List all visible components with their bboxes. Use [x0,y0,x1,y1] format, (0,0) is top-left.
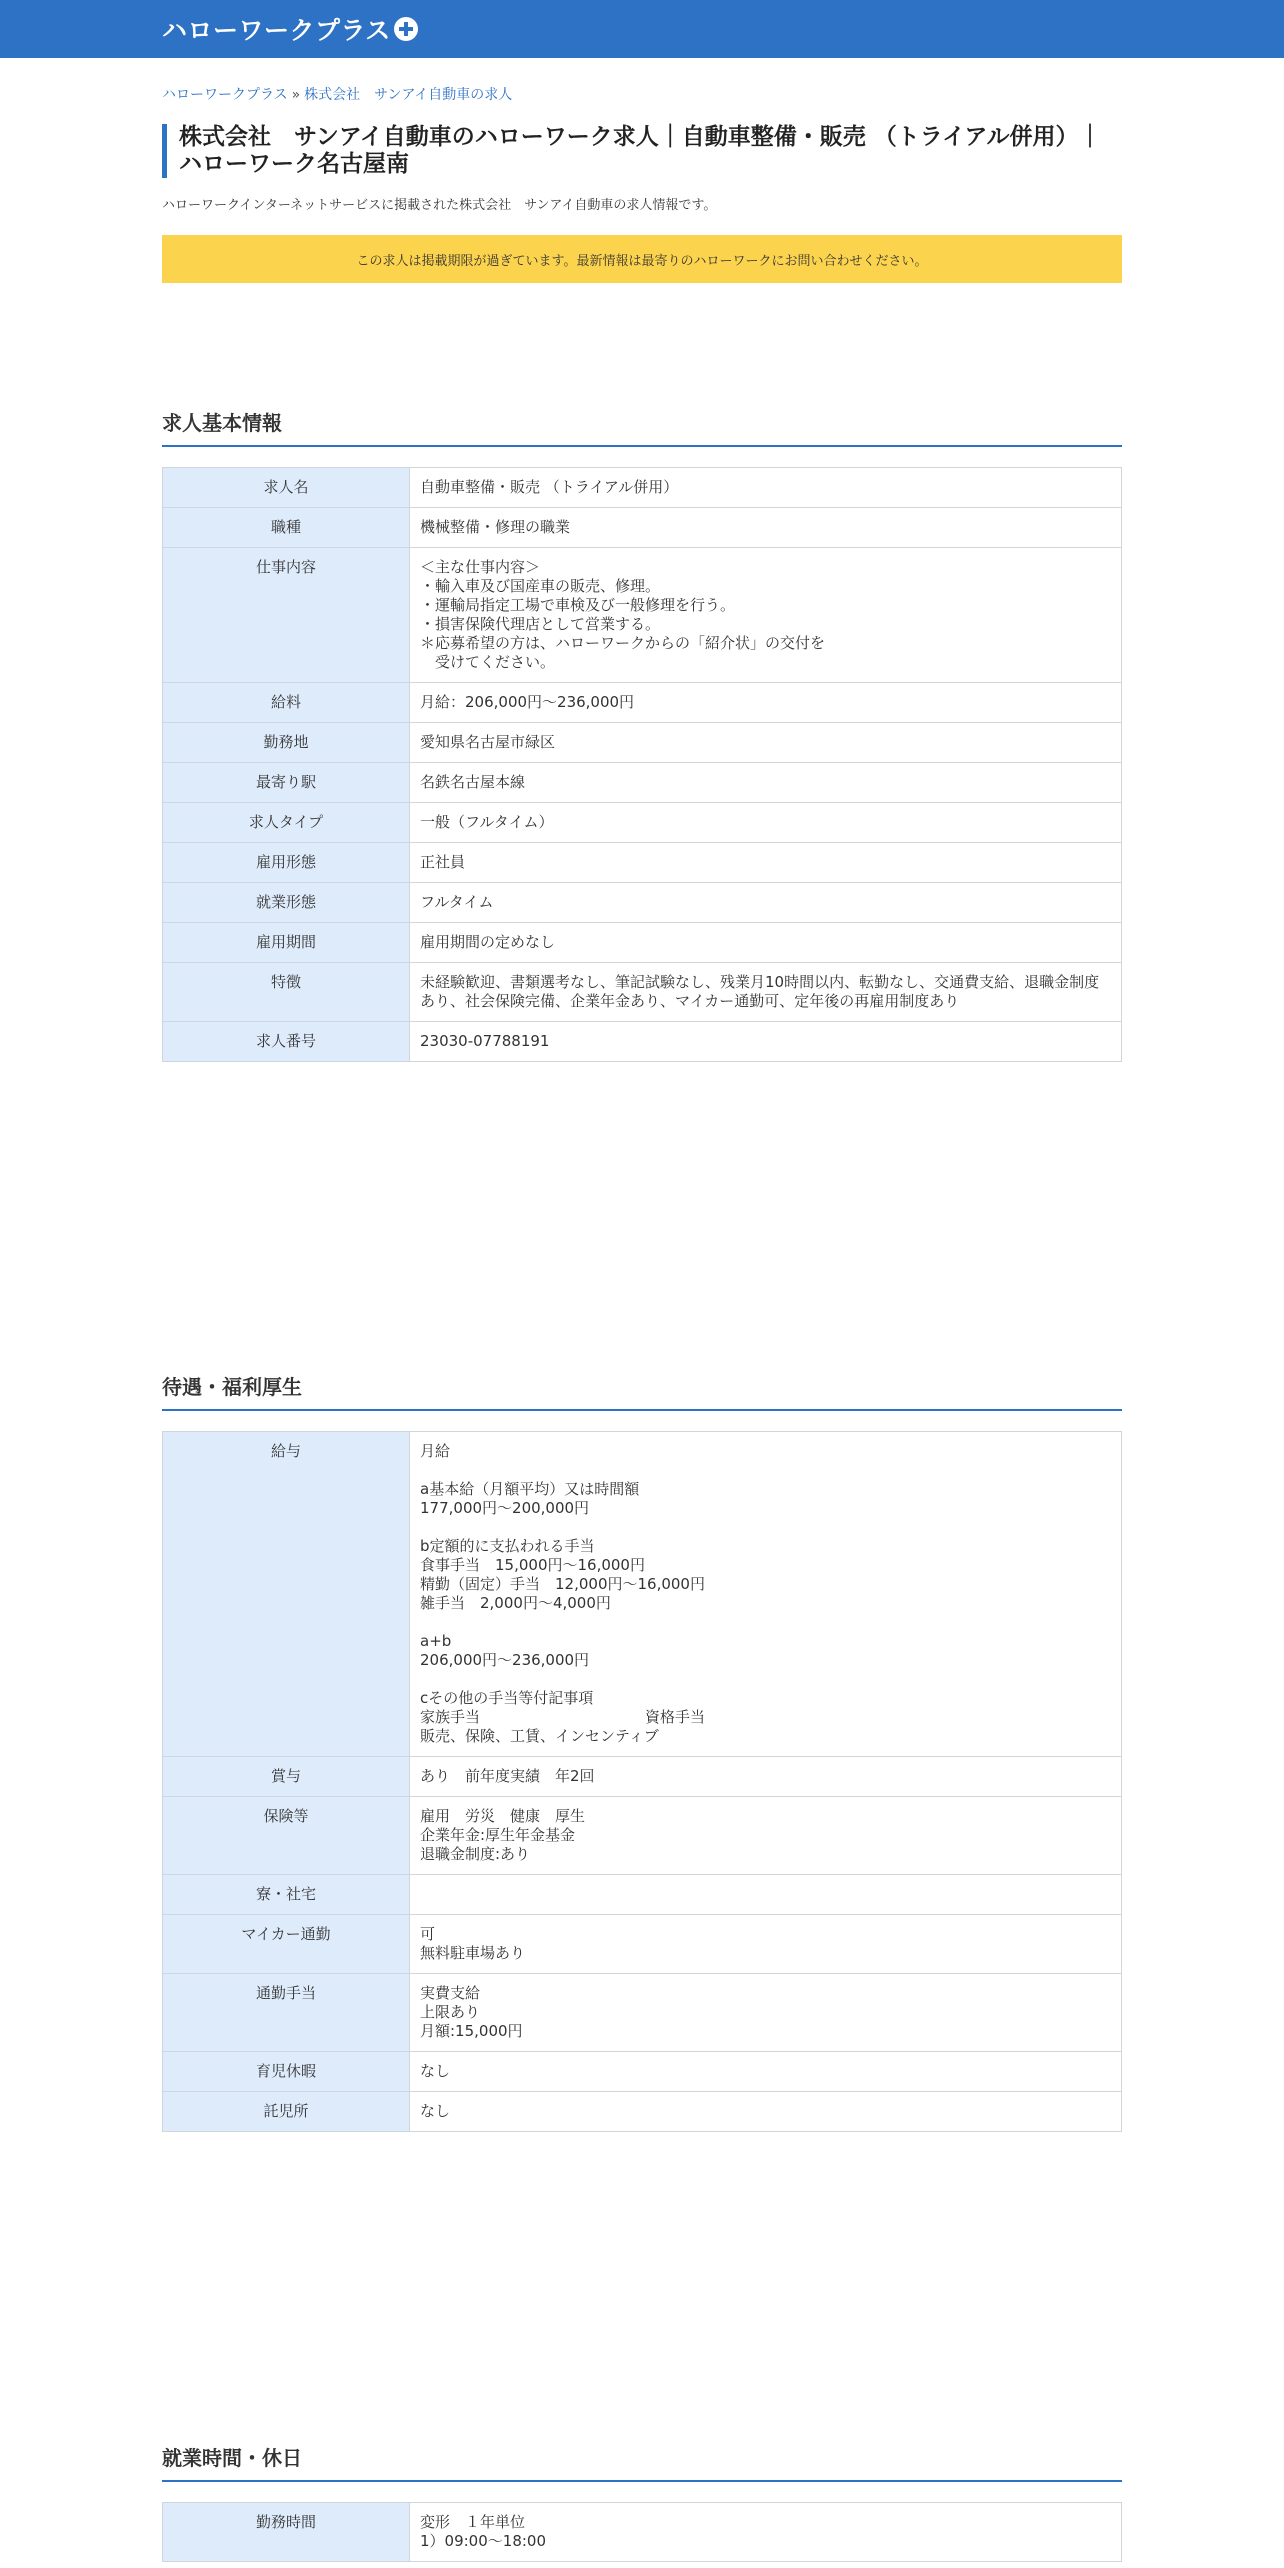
row-label: 給料 [163,683,410,723]
row-value: なし [410,2092,1122,2132]
table-row [163,1757,1122,1797]
table-row [163,2052,1122,2092]
hours-section [162,2446,1122,2562]
row-label: 職種 [163,508,410,548]
row-value: 未経験歓迎、書類選考なし、筆記試験なし、残業月10時間以内、転勤なし、交通費支給、退職金制度あり、社会保険完備、企業年金あり、マイカー通勤可、定年後の再雇用制度あり [410,963,1122,1022]
table-row [163,1797,1122,1875]
table-row [163,548,1122,683]
row-value: 雇用期間の定めなし [410,923,1122,963]
row-label: 雇用期間 [163,923,410,963]
table-row [163,508,1122,548]
basic-info-heading: 求人基本情報 [162,411,1122,447]
basic-info-section [162,411,1122,1062]
hours-heading: 就業時間・休日 [162,2446,1122,2482]
table-row [163,763,1122,803]
row-value: 名鉄名古屋本線 [410,763,1122,803]
row-label: 求人名 [163,468,410,508]
table-row [163,1915,1122,1974]
row-label: 勤務時間 [163,2503,410,2562]
row-label: 寮・社宅 [163,1875,410,1915]
row-label: 特徴 [163,963,410,1022]
row-label: マイカー通勤 [163,1915,410,1974]
table-row [163,468,1122,508]
row-value: 月給：206,000円～236,000円 [410,683,1122,723]
table-row [163,2503,1122,2562]
row-value: あり 前年度実績 年2回 [410,1757,1122,1797]
site-logo-text[interactable]: ハローワークプラス [162,16,391,45]
breadcrumb [162,86,1122,104]
benefits-heading: 待遇・福利厚生 [162,1375,1122,1411]
row-value: ＜主な仕事内容＞ ・輸入車及び国産車の販売、修理。 ・運輸局指定工場で車検及び一般修理を行う。 ・損害保険代理店として営業する。 ＊応募希望の方は、ハローワークからの「紹介状」の交付を 受けてください。 [410,548,1122,683]
table-row [163,923,1122,963]
plus-circle-icon [394,17,418,41]
row-label: 求人タイプ [163,803,410,843]
page-title: 株式会社 サンアイ自動車のハローワーク求人｜自動車整備・販売 （トライアル併用）｜ハローワーク名古屋南 [162,124,1122,178]
row-value: 雇用 労災 健康 厚生 企業年金:厚生年金基金 退職金制度:あり [410,1797,1122,1875]
table-row [163,2092,1122,2132]
breadcrumb-separator: » [291,87,301,103]
top-header-bar [0,0,1284,58]
row-label: 就業形態 [163,883,410,923]
row-value: 自動車整備・販売 （トライアル併用） [410,468,1122,508]
benefits-section [162,1375,1122,2132]
row-value: なし [410,2052,1122,2092]
breadcrumb-company-link[interactable]: 株式会社 サンアイ自動車の求人 [304,87,513,103]
intro-text: ハローワークインターネットサービスに掲載された株式会社 サンアイ自動車の求人情報です。 [162,198,717,213]
breadcrumb-home-link[interactable]: ハローワークプラス [162,87,288,103]
row-label: 最寄り駅 [163,763,410,803]
row-value: 可 無料駐車場あり [410,1915,1122,1974]
table-row [163,803,1122,843]
row-label: 託児所 [163,2092,410,2132]
table-row [163,883,1122,923]
row-value: 愛知県名古屋市緑区 [410,723,1122,763]
site-logo[interactable] [162,11,418,47]
row-value: 23030-07788191 [410,1022,1122,1062]
row-label: 勤務地 [163,723,410,763]
benefits-table [162,1431,1122,2132]
basic-info-table [162,467,1122,1062]
table-row [163,963,1122,1022]
row-value: 月給 a基本給（月額平均）又は時間額 177,000円～200,000円 b定額的に支払われる手当 食事手当 15,000円～16,000円 精勤（固定）手当 12,000円～16,000円 雑手当 2,000円～4,000円 a+b 206,000円～236,000円 cその他の手当等付記事項 家族手当 資格手当 販売、保険、工賃、インセンティブ [410,1432,1122,1757]
row-label: 育児休暇 [163,2052,410,2092]
table-row [163,1974,1122,2052]
row-value: 機械整備・修理の職業 [410,508,1122,548]
expired-notice-text: この求人は掲載期限が過ぎています。最新情報は最寄りのハローワークにお問い合わせください。 [356,253,928,269]
row-label: 雇用形態 [163,843,410,883]
row-label: 保険等 [163,1797,410,1875]
table-row [163,1022,1122,1062]
row-label: 通勤手当 [163,1974,410,2052]
table-row [163,1875,1122,1915]
table-row [163,723,1122,763]
hours-table [162,2502,1122,2562]
row-value: 変形 １年単位 1）09:00～18:00 [410,2503,1122,2562]
table-row [163,843,1122,883]
row-label: 賞与 [163,1757,410,1797]
row-value: 実費支給 上限あり 月額:15,000円 [410,1974,1122,2052]
row-label: 仕事内容 [163,548,410,683]
row-value: 一般（フルタイム） [410,803,1122,843]
row-value: フルタイム [410,883,1122,923]
row-value: 正社員 [410,843,1122,883]
expired-notice-banner [162,235,1122,283]
row-value [410,1875,1122,1915]
main-content [162,86,1122,2562]
table-row [163,683,1122,723]
row-label: 求人番号 [163,1022,410,1062]
row-label: 給与 [163,1432,410,1757]
table-row [163,1432,1122,1757]
